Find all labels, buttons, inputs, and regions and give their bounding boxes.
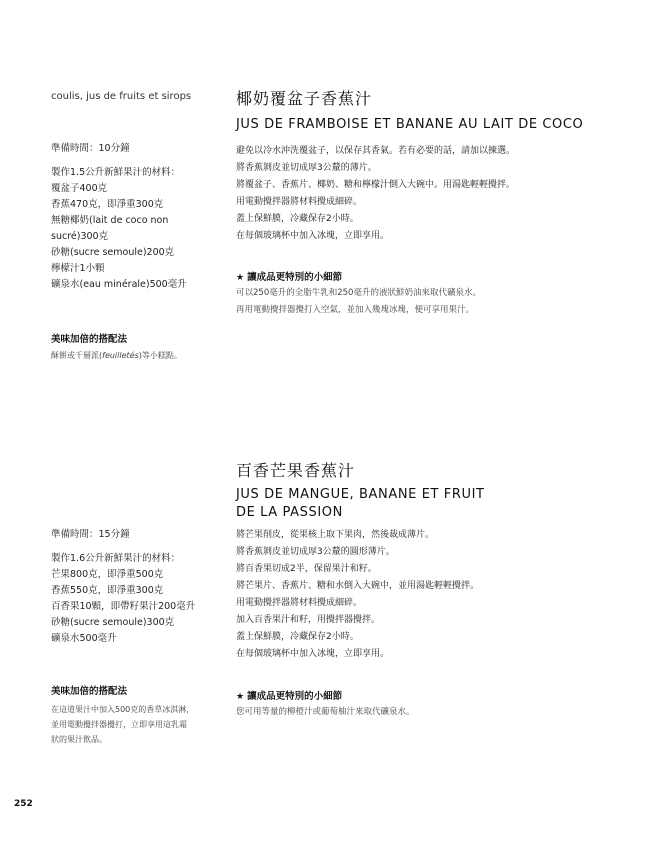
- recipe-2-ingredient: 香蕉550克，即淨重300克: [51, 585, 164, 596]
- recipe-2-ingredient: 砂糖(sucre semoule)300克: [51, 617, 175, 628]
- recipe-2-step: 將芒果片、香蕉片、糖和水倒入大碗中，並用湯匙輕輕攪拌。: [236, 581, 480, 591]
- recipe-2-pairing-line: 並用電動攪拌器攪打，立即享用這乳霜: [51, 720, 187, 729]
- star-icon: ★: [236, 692, 245, 702]
- recipe-1-ingredient: 覆盆子400克: [51, 183, 108, 194]
- recipe-1-step: 將香蕉剝皮並切成厚3公釐的薄片。: [236, 163, 377, 173]
- recipe-1-ingredient: 礦泉水(eau minérale)500毫升: [51, 279, 187, 290]
- recipe-1-left-column: [51, 141, 211, 293]
- recipe-1-zh-title: 椰奶覆盆子香蕉汁: [236, 89, 373, 108]
- recipe-1-pairing: [51, 332, 211, 363]
- recipe-2-step: 加入百香果汁和籽，用攪拌器攪拌。: [236, 615, 381, 625]
- recipe-2-pairing-line: 在這道果汁中加入500克的香草冰淇淋，: [51, 705, 195, 714]
- recipe-1-step: 避免以冷水沖洗覆盆子，以保存其香氣。若有必要的話，請加以揀選。: [236, 146, 516, 156]
- recipe-2-tip-line: 您可用等量的柳橙汁或葡萄柚汁來取代礦泉水。: [236, 707, 415, 717]
- recipe-1-fr-title: JUS DE FRAMBOISE ET BANANE AU LAIT DE COCO: [236, 117, 584, 132]
- recipe-1-header: [236, 86, 616, 134]
- recipe-2-step: 蓋上保鮮膜，冷藏保存2小時。: [236, 632, 359, 642]
- recipe-2-pairing-title: 美味加倍的搭配法: [51, 686, 128, 697]
- recipe-2-tip-title: ★ 讓成品更特別的小細節: [236, 691, 343, 702]
- recipe-2-zh-title: 百香芒果香蕉汁: [236, 461, 356, 480]
- recipe-2-step: 將百香果切成2半，保留果汁和籽。: [236, 564, 377, 574]
- recipe-1-pairing-text: 酥餅或千層派(feuilletés)等小糕點。: [51, 351, 182, 360]
- recipe-2-step: 用電動攪拌器將材料攪成細碎。: [236, 598, 363, 608]
- recipe-1-tip: [236, 269, 616, 319]
- recipe-1-step: 蓋上保鮮膜，冷藏保存2小時。: [236, 214, 359, 224]
- star-icon: ★: [236, 273, 245, 283]
- recipe-1-pairing-title: 美味加倍的搭配法: [51, 334, 128, 345]
- recipe-1-ingredient: 檸檬汁1小顆: [51, 263, 105, 274]
- recipe-1-step: 用電動攪拌器將材料攪成細碎。: [236, 197, 363, 207]
- recipe-2-ingredient: 芒果800克，即淨重500克: [51, 569, 164, 580]
- recipe-2-header: [236, 458, 616, 522]
- recipe-2-ingredients-heading: 製作1.6公升新鮮果汁的材料：: [51, 553, 181, 564]
- recipe-1-step: 在每個玻璃杯中加入冰塊，立即享用。: [236, 231, 390, 241]
- recipe-2-pairing-line: 狀的果汁飲品。: [51, 735, 107, 744]
- recipe-2-ingredient: 百香果10顆，即帶籽果汁200毫升: [51, 601, 196, 612]
- recipe-2-fr-title: JUS DE MANGUE, BANANE ET FRUIT DE LA PASSION: [236, 487, 485, 520]
- recipe-1-tip-line: 可以250毫升的全脂牛乳和250毫升的液狀鮮奶油來取代礦泉水。: [236, 288, 481, 298]
- recipe-2-pairing: [51, 684, 221, 747]
- recipe-2-step: 將香蕉剝皮並切成厚3公釐的圓形薄片。: [236, 547, 395, 557]
- recipe-1-steps: [236, 143, 616, 245]
- page-number: 252: [14, 799, 33, 809]
- recipe-1-ingredients-heading: 製作1.5公升新鮮果汁的材料：: [51, 167, 181, 178]
- recipe-2-ingredient: 礦泉水500毫升: [51, 633, 117, 644]
- recipe-1-ingredient: 砂糖(sucre semoule)200克: [51, 247, 175, 258]
- recipe-2-prep-time: 準備時間：15分鐘: [51, 529, 130, 540]
- recipe-1-ingredient: 香蕉470克，即淨重300克: [51, 199, 164, 210]
- recipe-2-steps: [236, 527, 616, 663]
- recipe-1-ingredient: 無糖椰奶(lait de coco non: [51, 215, 169, 226]
- section-label: coulis, jus de fruits et sirops: [51, 91, 192, 102]
- recipe-2-step: 將芒果削皮，從果核上取下果肉，然後裁成薄片。: [236, 530, 435, 540]
- recipe-1-prep-time: 準備時間：10分鐘: [51, 143, 130, 154]
- recipe-1-ingredient: sucré)300克: [51, 231, 109, 242]
- recipe-1-step: 將覆盆子、香蕉片、椰奶、糖和檸檬汁倒入大碗中。用湯匙輕輕攪拌。: [236, 180, 516, 190]
- recipe-2-left-column: [51, 527, 211, 647]
- recipe-1-tip-title: ★ 讓成品更特別的小細節: [236, 272, 343, 283]
- recipe-1-tip-line: 再用電動攪拌器攪打入空氣，並加入幾塊冰塊，便可享用果汁。: [236, 305, 475, 315]
- recipe-2-tip: [236, 688, 616, 721]
- recipe-2-step: 在每個玻璃杯中加入冰塊，立即享用。: [236, 649, 390, 659]
